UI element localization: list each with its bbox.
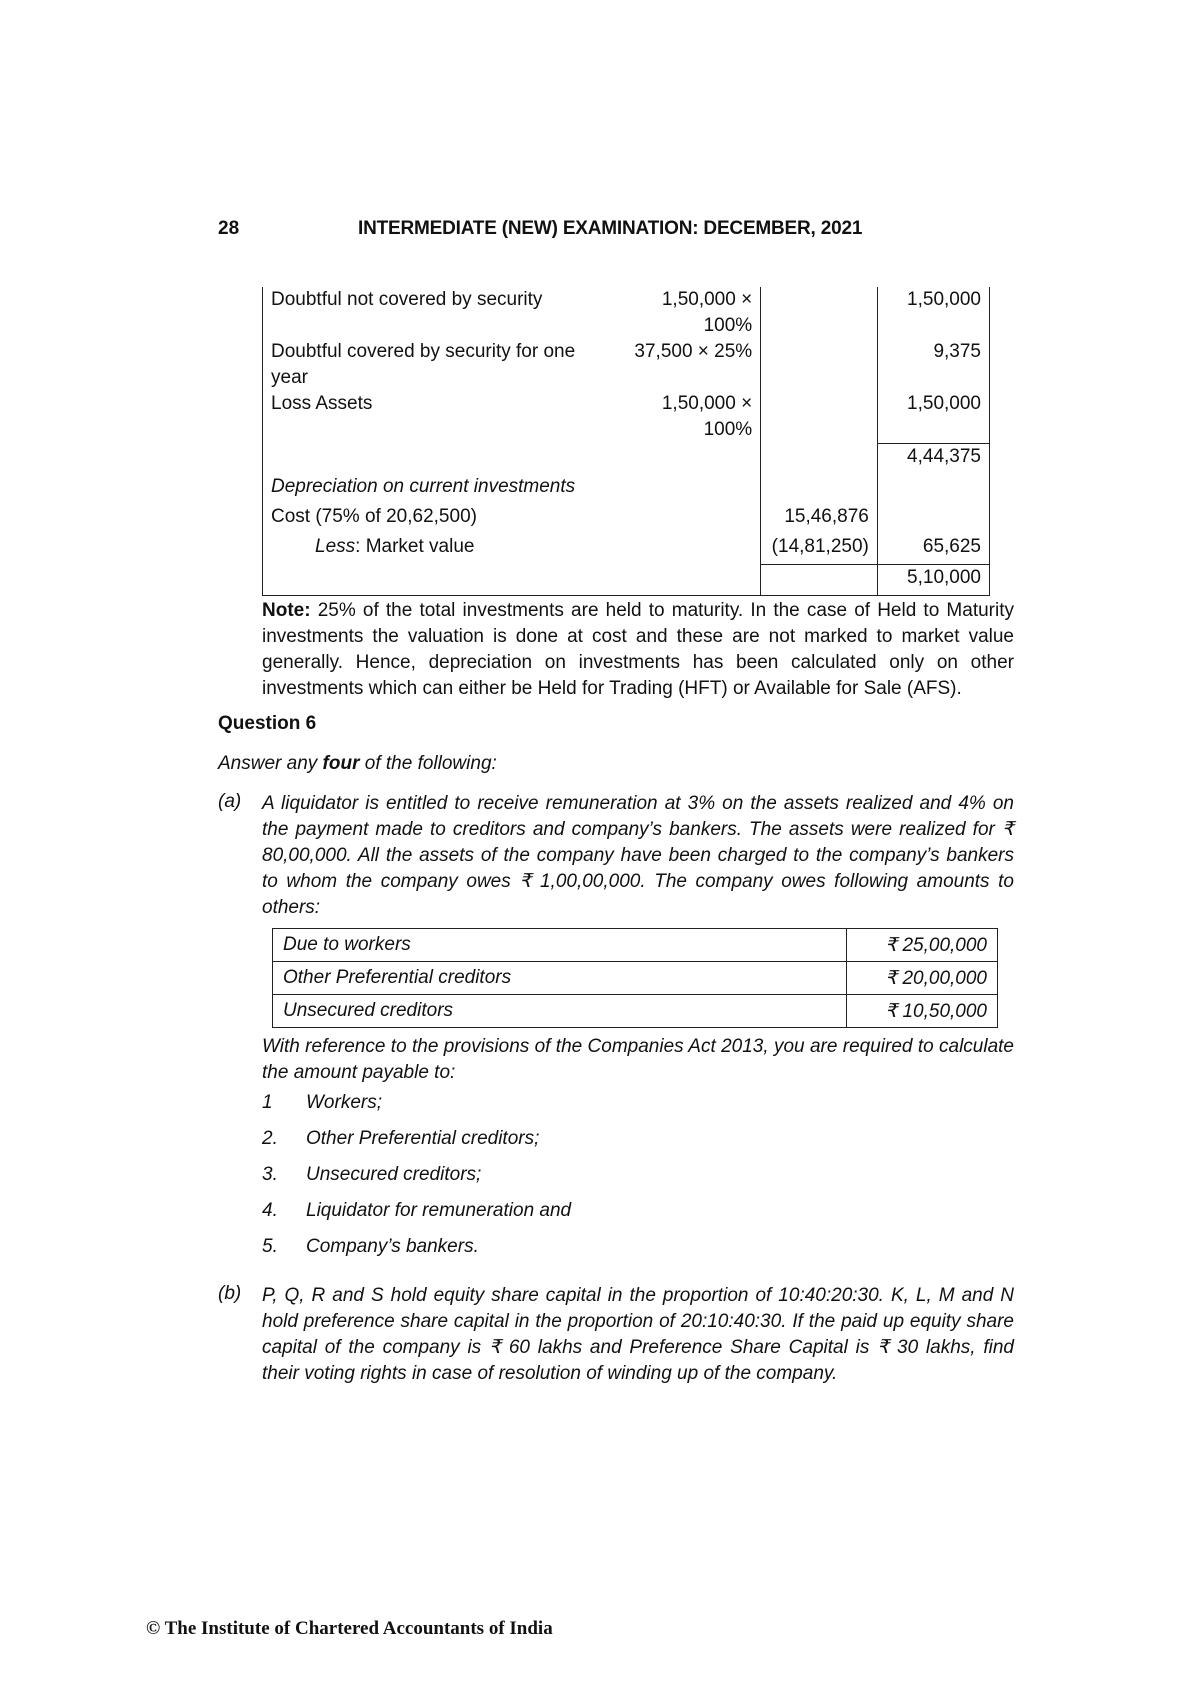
note-label: Note:: [262, 600, 311, 621]
item-number: 3.: [262, 1164, 278, 1185]
table-row: [263, 287, 990, 339]
row-sub: [761, 443, 878, 474]
row-sub: [761, 474, 878, 504]
list-item: [262, 1092, 382, 1114]
page-number: 28: [218, 218, 240, 239]
row-calc: 37,500 × 25%: [612, 339, 761, 391]
creditor-amount: ₹ 25,00,000: [847, 929, 998, 962]
row-calc: [612, 534, 761, 565]
creditors-table: [272, 928, 998, 1028]
item-number: 1: [262, 1092, 273, 1113]
item-text: Other Preferential creditors;: [306, 1128, 540, 1149]
row-label: Doubtful covered by security for one year: [263, 339, 613, 391]
question-a-text: A liquidator is entitled to receive remuneration at 3% on the assets realized and 4% on the payment made to creditors and company’s bankers. The assets were realized for ₹ 80,00,000. All the assets of the company have been charged to the company’s bankers to whom the company owes ₹ 1,00,00,000. The company owes following amounts to others:: [262, 793, 1014, 918]
item-number: 2.: [262, 1128, 278, 1149]
row-calc: [612, 474, 761, 504]
row-label: [263, 443, 613, 474]
table-row: [273, 929, 998, 962]
table-row: [263, 504, 990, 534]
row-label: Loss Assets: [263, 391, 613, 443]
less-prefix: Less: [315, 535, 356, 557]
row-total: 65,625: [877, 534, 989, 565]
question-b-label: (b): [218, 1283, 242, 1304]
row-label: Cost (75% of 20,62,500): [263, 504, 613, 534]
table-row: [273, 995, 998, 1028]
question-a-label: (a): [218, 791, 242, 812]
subtotal: 4,44,375: [877, 443, 989, 474]
list-item: [262, 1236, 479, 1258]
row-total: [877, 474, 989, 504]
row-label: Doubtful not covered by security: [263, 287, 613, 339]
header-title: INTERMEDIATE (NEW) EXAMINATION: DECEMBER, 2021: [358, 218, 863, 239]
row-total: 1,50,000: [877, 287, 989, 339]
instruction-post: of the following:: [359, 753, 497, 774]
row-calc: 1,50,000 × 100%: [612, 287, 761, 339]
footer-copyright: © The Institute of Chartered Accountants of India: [146, 1618, 553, 1639]
item-text: Company’s bankers.: [306, 1236, 479, 1257]
less-label: : Market value: [355, 535, 475, 557]
row-total: 1,50,000: [877, 391, 989, 443]
row-calc: [612, 564, 761, 595]
table-row: [263, 339, 990, 391]
question-instruction: [218, 753, 497, 775]
note-paragraph: [262, 598, 1014, 702]
instruction-pre: Answer any: [218, 753, 323, 774]
creditor-amount: ₹ 20,00,000: [847, 962, 998, 995]
table-row: [263, 564, 990, 595]
row-sub: [761, 391, 878, 443]
list-item: [262, 1200, 571, 1222]
creditor-label: Unsecured creditors: [273, 995, 847, 1028]
provision-calculation-table: [262, 287, 990, 596]
item-number: 5.: [262, 1236, 278, 1257]
row-calc: [612, 443, 761, 474]
table-row: [273, 962, 998, 995]
item-text: Workers;: [306, 1092, 382, 1113]
question-title: Question 6: [218, 713, 317, 734]
section-heading: Depreciation on current investments: [263, 474, 613, 504]
creditor-amount: ₹ 10,50,000: [847, 995, 998, 1028]
creditor-label: Other Preferential creditors: [273, 962, 847, 995]
question-b-text: P, Q, R and S hold equity share capital in the proportion of 10:40:20:30. K, L, M and N hold preference share capital in the proportion of 20:10:40:30. If the paid up equity share capital of the company is ₹ 60 lakhs and Preference Share Capital is ₹ 30 lakhs, find their voting rights in case of resolution of winding up of the company.: [262, 1285, 1014, 1384]
table-row: [263, 391, 990, 443]
item-number: 4.: [262, 1200, 278, 1221]
list-item: [262, 1164, 481, 1186]
creditor-label: Due to workers: [273, 929, 847, 962]
row-sub: [761, 339, 878, 391]
row-label: [263, 534, 613, 565]
table-row: [263, 474, 990, 504]
row-sub: 15,46,876: [761, 504, 878, 534]
row-total: 9,375: [877, 339, 989, 391]
table-row: [263, 534, 990, 565]
note-text: 25% of the total investments are held to maturity. In the case of Held to Maturity investments the valuation is done at cost and these are not marked to market value generally. Hence, depreciation on investments has been calculated only on other investments which can either be Held for Trading (HFT) or Available for Sale (AFS).: [262, 600, 1014, 699]
list-item: [262, 1128, 539, 1150]
row-sub: [761, 287, 878, 339]
row-total: [877, 504, 989, 534]
question-a-requirement: With reference to the provisions of the Companies Act 2013, you are required to calculate the amount payable to:: [262, 1036, 1014, 1083]
row-sub: (14,81,250): [761, 534, 878, 565]
row-label: [263, 564, 613, 595]
row-sub: [761, 564, 878, 595]
page-header: [0, 218, 1191, 248]
grand-total: 5,10,000: [877, 564, 989, 595]
row-calc: [612, 504, 761, 534]
row-calc: 1,50,000 × 100%: [612, 391, 761, 443]
item-text: Liquidator for remuneration and: [306, 1200, 572, 1221]
table-row: [263, 443, 990, 474]
instruction-bold: four: [322, 753, 360, 774]
item-text: Unsecured creditors;: [306, 1164, 482, 1185]
